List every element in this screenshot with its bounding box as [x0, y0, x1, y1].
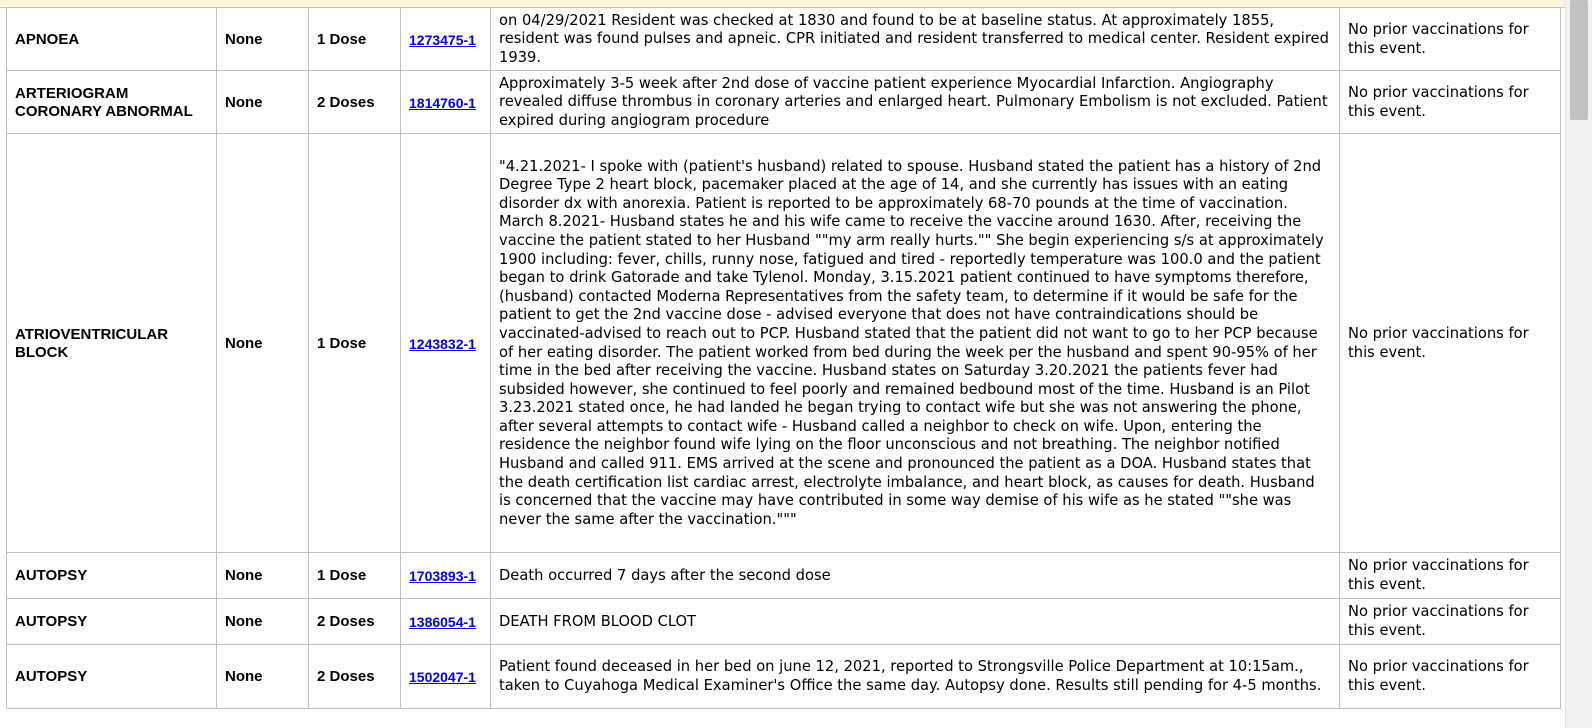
event-description: Approximately 3-5 week after 2nd dose of vaccine patient experience Myocardial Infarction. Angiography revealed diffuse thrombus in coronary arteries and enlarged heart. Pulmonary Embolism is not excluded. Patient expired during angiogram procedure [491, 71, 1340, 134]
prior-vaccinations: No prior vaccinations for this event. [1340, 71, 1561, 134]
prior-dose: None [217, 599, 309, 645]
event-description: "4.21.2021- I spoke with (patient's husband) related to spouse. Husband stated the patient has a history of 2nd Degree Type 2 heart block, pacemaker placed at the age of 14, and she currently has issues with an eating disorder dx with anorexia. Patient is reported to be approximately 68-70 pounds at the time of vaccination. March 8.2021- Husband states he and his wife came to receive the vaccine around 1630. After, receiving the vaccine the patient stated to her Husband ""my arm really hurts."" She begin experiencing s/s at approximately 1900 including: fever, chills, runny nose, fatigued and tired - reportedly temperature was 100.0 and the patient began to drink Gatorade and take Tylenol. Monday, 3.15.2021 patient continued to have symptoms therefore, (husband) contacted Moderna Representatives from the safety team, to determine if it would be safe for the patient to get the 2nd vaccine dose - advised everyone that does not have contraindications should be vaccinated-advised to reach out to PCP. Husband stated that the patient did not want to go to her PCP because of her eating disorder. The patient worked from bed during the week per the husband and spent 90-95% of her time in the bed after receiving the vaccine. Husband states on Saturday 3.20.2021 the patients fever had subsided however, she continued to feel poorly and remained bedbound most of the time. Husband is an Pilot 3.23.2021 stated once, he had landed he began trying to contact wife but she was not answering the phone, after several attempts to contact wife - Husband called a neighbor to check on wife. Upon, entering the residence the neighbor found wife lying on the floor unconscious and not breathing. The neighbor notified Husband and called 911. EMS arrived at the scene and pronounced the patient as a DOA. Husband states that the death certification list cardiac arrest, electrolyte imbalance, and heart block, as causes for death. Husband is concerned that the vaccine may have contributed in some way demise of his wife as he stated ""she was never the same after the vaccination.""" [491, 134, 1340, 553]
event-description: on 04/29/2021 Resident was checked at 1830 and found to be at baseline status. At approximately 1855, resident was found pulses and apneic. CPR initiated and resident transferred to medical center. Resident expired 1939. [491, 8, 1340, 71]
adverse-events-table [6, 7, 1561, 709]
event-description: Patient found deceased in her bed on june 12, 2021, reported to Strongsville Police Department at 10:15am., taken to Cuyahoga Medical Examiner's Office the same day. Autopsy done. Results still pending for 4-5 months. [491, 645, 1340, 709]
prior-dose: None [217, 134, 309, 553]
dose-count: 1 Dose [309, 134, 401, 553]
dose-count: 2 Doses [309, 645, 401, 709]
table-row [7, 645, 1561, 709]
prior-vaccinations: No prior vaccinations for this event. [1340, 553, 1561, 599]
dose-count: 2 Doses [309, 599, 401, 645]
symptom-term: APNOEA [7, 8, 217, 71]
symptom-term: AUTOPSY [7, 553, 217, 599]
prior-dose: None [217, 8, 309, 71]
table-row [7, 134, 1561, 553]
prior-vaccinations: No prior vaccinations for this event. [1340, 645, 1561, 709]
table-row [7, 599, 1561, 645]
symptom-term: ARTERIOGRAM CORONARY ABNORMAL [7, 71, 217, 134]
prior-dose: None [217, 553, 309, 599]
symptom-term: ATRIOVENTRICULAR BLOCK [7, 134, 217, 553]
symptom-term: AUTOPSY [7, 599, 217, 645]
table-row [7, 553, 1561, 599]
event-description: Death occurred 7 days after the second dose [491, 553, 1340, 599]
vaers-id-link[interactable]: 1386054-1 [409, 614, 476, 630]
dose-count: 2 Doses [309, 71, 401, 134]
table-row [7, 71, 1561, 134]
prior-dose: None [217, 645, 309, 709]
vertical-scrollbar[interactable] [1565, 0, 1592, 728]
symptom-term: AUTOPSY [7, 645, 217, 709]
prior-vaccinations: No prior vaccinations for this event. [1340, 8, 1561, 71]
vaers-id-link[interactable]: 1814760-1 [409, 94, 476, 111]
table-row [7, 8, 1561, 71]
vaers-id-link[interactable]: 1703893-1 [409, 568, 476, 584]
scrollbar-thumb[interactable] [1570, 0, 1588, 120]
vaers-id-link[interactable]: 1273475-1 [409, 31, 476, 48]
dose-count: 1 Dose [309, 553, 401, 599]
prior-vaccinations: No prior vaccinations for this event. [1340, 599, 1561, 645]
event-description: DEATH FROM BLOOD CLOT [491, 599, 1340, 645]
prior-dose: None [217, 71, 309, 134]
dose-count: 1 Dose [309, 8, 401, 71]
prior-vaccinations: No prior vaccinations for this event. [1340, 134, 1561, 553]
vaers-id-link[interactable]: 1502047-1 [409, 669, 476, 685]
vaers-id-link[interactable]: 1243832-1 [409, 335, 476, 352]
